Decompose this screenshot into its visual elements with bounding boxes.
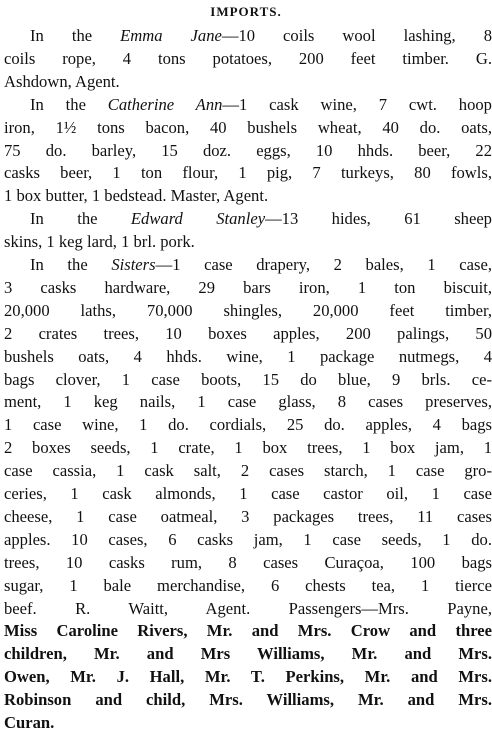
text-line <box>0 116 492 140</box>
text-line <box>0 482 492 506</box>
ship-name: Catherine Ann <box>107 94 223 114</box>
text-segment: 2 crates trees, 10 boxes apples, 200 palings, 50 <box>4 323 492 343</box>
text-segment: 1 box butter, 1 bedstead. Master, Agent. <box>4 186 269 206</box>
text-segment: ceries, 1 cask almonds, 1 case castor oil, 1 case <box>4 484 492 503</box>
text-segment: trees, 10 casks rum, 8 cases Curaçoa, 100 bags <box>4 552 492 572</box>
ship-name: Edward Stanley <box>130 209 266 229</box>
text-line <box>0 368 492 392</box>
text-segment: 2 boxes seeds, 1 crate, 1 box trees, 1 box jam, 1 <box>4 438 492 458</box>
text-line <box>0 619 492 643</box>
text-line <box>0 276 492 300</box>
text-line <box>0 47 492 71</box>
text-segment: 1 case wine, 1 do. cordials, 25 do. apples, 4 bags <box>4 415 492 435</box>
text-segment: 20,000 laths, 70,000 shingles, 20,000 feet timber, <box>4 300 492 320</box>
text-line <box>0 436 492 460</box>
text-line <box>0 230 492 254</box>
text-segment: apples. 10 cases, 6 casks jam, 1 case seeds, 1 do. <box>4 529 492 549</box>
text-segment: coils rope, 4 tons potatoes, 200 feet timber. G. <box>4 48 492 68</box>
text-line <box>0 574 492 598</box>
text-line <box>0 505 492 529</box>
text-segment: children, Mr. and Mrs Williams, Mr. and Mrs. <box>4 644 492 664</box>
text-segment: Owen, Mr. J. Hall, Mr. T. Perkins, Mr. and Mrs. <box>4 667 492 687</box>
text-segment: —1 cask wine, 7 cwt. hoop <box>222 94 492 114</box>
text-segment: sugar, 1 bale merchandise, 6 chests tea, 1 tierce <box>4 575 492 595</box>
text-line <box>0 459 492 483</box>
text-line <box>0 413 492 437</box>
text-segment: 75 do. barley, 15 doz. eggs, 10 hhds. beer, 22 <box>4 140 492 160</box>
text-line <box>0 70 492 94</box>
text-segment: —13 hides, 61 sheep <box>265 209 492 229</box>
text-segment: In the <box>30 26 121 45</box>
text-line <box>0 597 492 621</box>
text-line <box>0 711 492 735</box>
text-line <box>0 665 492 689</box>
text-segment: In the <box>30 94 108 114</box>
text-line <box>0 322 492 346</box>
text-line <box>0 207 492 231</box>
text-segment: casks beer, 1 ton flour, 1 pig, 7 turkeys, 80 fowls, <box>4 163 492 183</box>
text-segment: —1 case drapery, 2 bales, 1 case, <box>155 255 492 274</box>
text-line <box>0 184 492 208</box>
text-segment: ment, 1 keg nails, 1 case glass, 8 cases preserves, <box>4 392 492 412</box>
text-line <box>0 299 492 323</box>
text-line <box>0 642 492 666</box>
ship-name: Emma Jane <box>120 26 222 45</box>
text-segment: iron, 1½ tons bacon, 40 bushels wheat, 40 do. oats, <box>4 117 492 137</box>
text-line <box>0 688 492 712</box>
text-segment: beef. R. Waitt, Agent. Passengers—Mrs. Payne, <box>4 598 492 618</box>
text-segment: Miss Caroline Rivers, Mr. and Mrs. Crow and three <box>4 621 492 641</box>
text-line <box>0 139 492 163</box>
text-segment: case cassia, 1 cask salt, 2 cases starch, 1 case gro- <box>4 461 492 481</box>
text-line <box>0 93 492 117</box>
text-segment: 3 casks hardware, 29 bars iron, 1 ton biscuit, <box>4 277 492 297</box>
text-line <box>0 390 492 414</box>
text-line <box>0 161 492 185</box>
text-segment: cheese, 1 case oatmeal, 3 packages trees, 11 cases <box>4 506 492 526</box>
text-segment: In the <box>30 255 112 274</box>
text-segment: Curan. <box>4 713 55 732</box>
text-segment: skins, 1 keg lard, 1 brl. pork. <box>4 232 195 252</box>
text-segment: Ashdown, Agent. <box>4 71 120 91</box>
text-segment: bags clover, 1 case boots, 15 do blue, 9 brls. ce- <box>4 369 492 389</box>
ship-name: Sisters <box>111 255 156 274</box>
text-line <box>0 551 492 575</box>
section-heading: IMPORTS. <box>210 4 282 19</box>
text-line <box>0 528 492 552</box>
text-segment: Robinson and child, Mrs. Williams, Mr. and Mrs. <box>4 690 492 710</box>
text-line <box>0 253 492 277</box>
text-line <box>0 345 492 369</box>
text-segment: —10 coils wool lashing, 8 <box>221 26 492 45</box>
text-segment: In the <box>30 209 131 229</box>
text-segment: bushels oats, 4 hhds. wine, 1 package nutmegs, 4 <box>4 346 492 366</box>
text-line <box>0 24 492 48</box>
